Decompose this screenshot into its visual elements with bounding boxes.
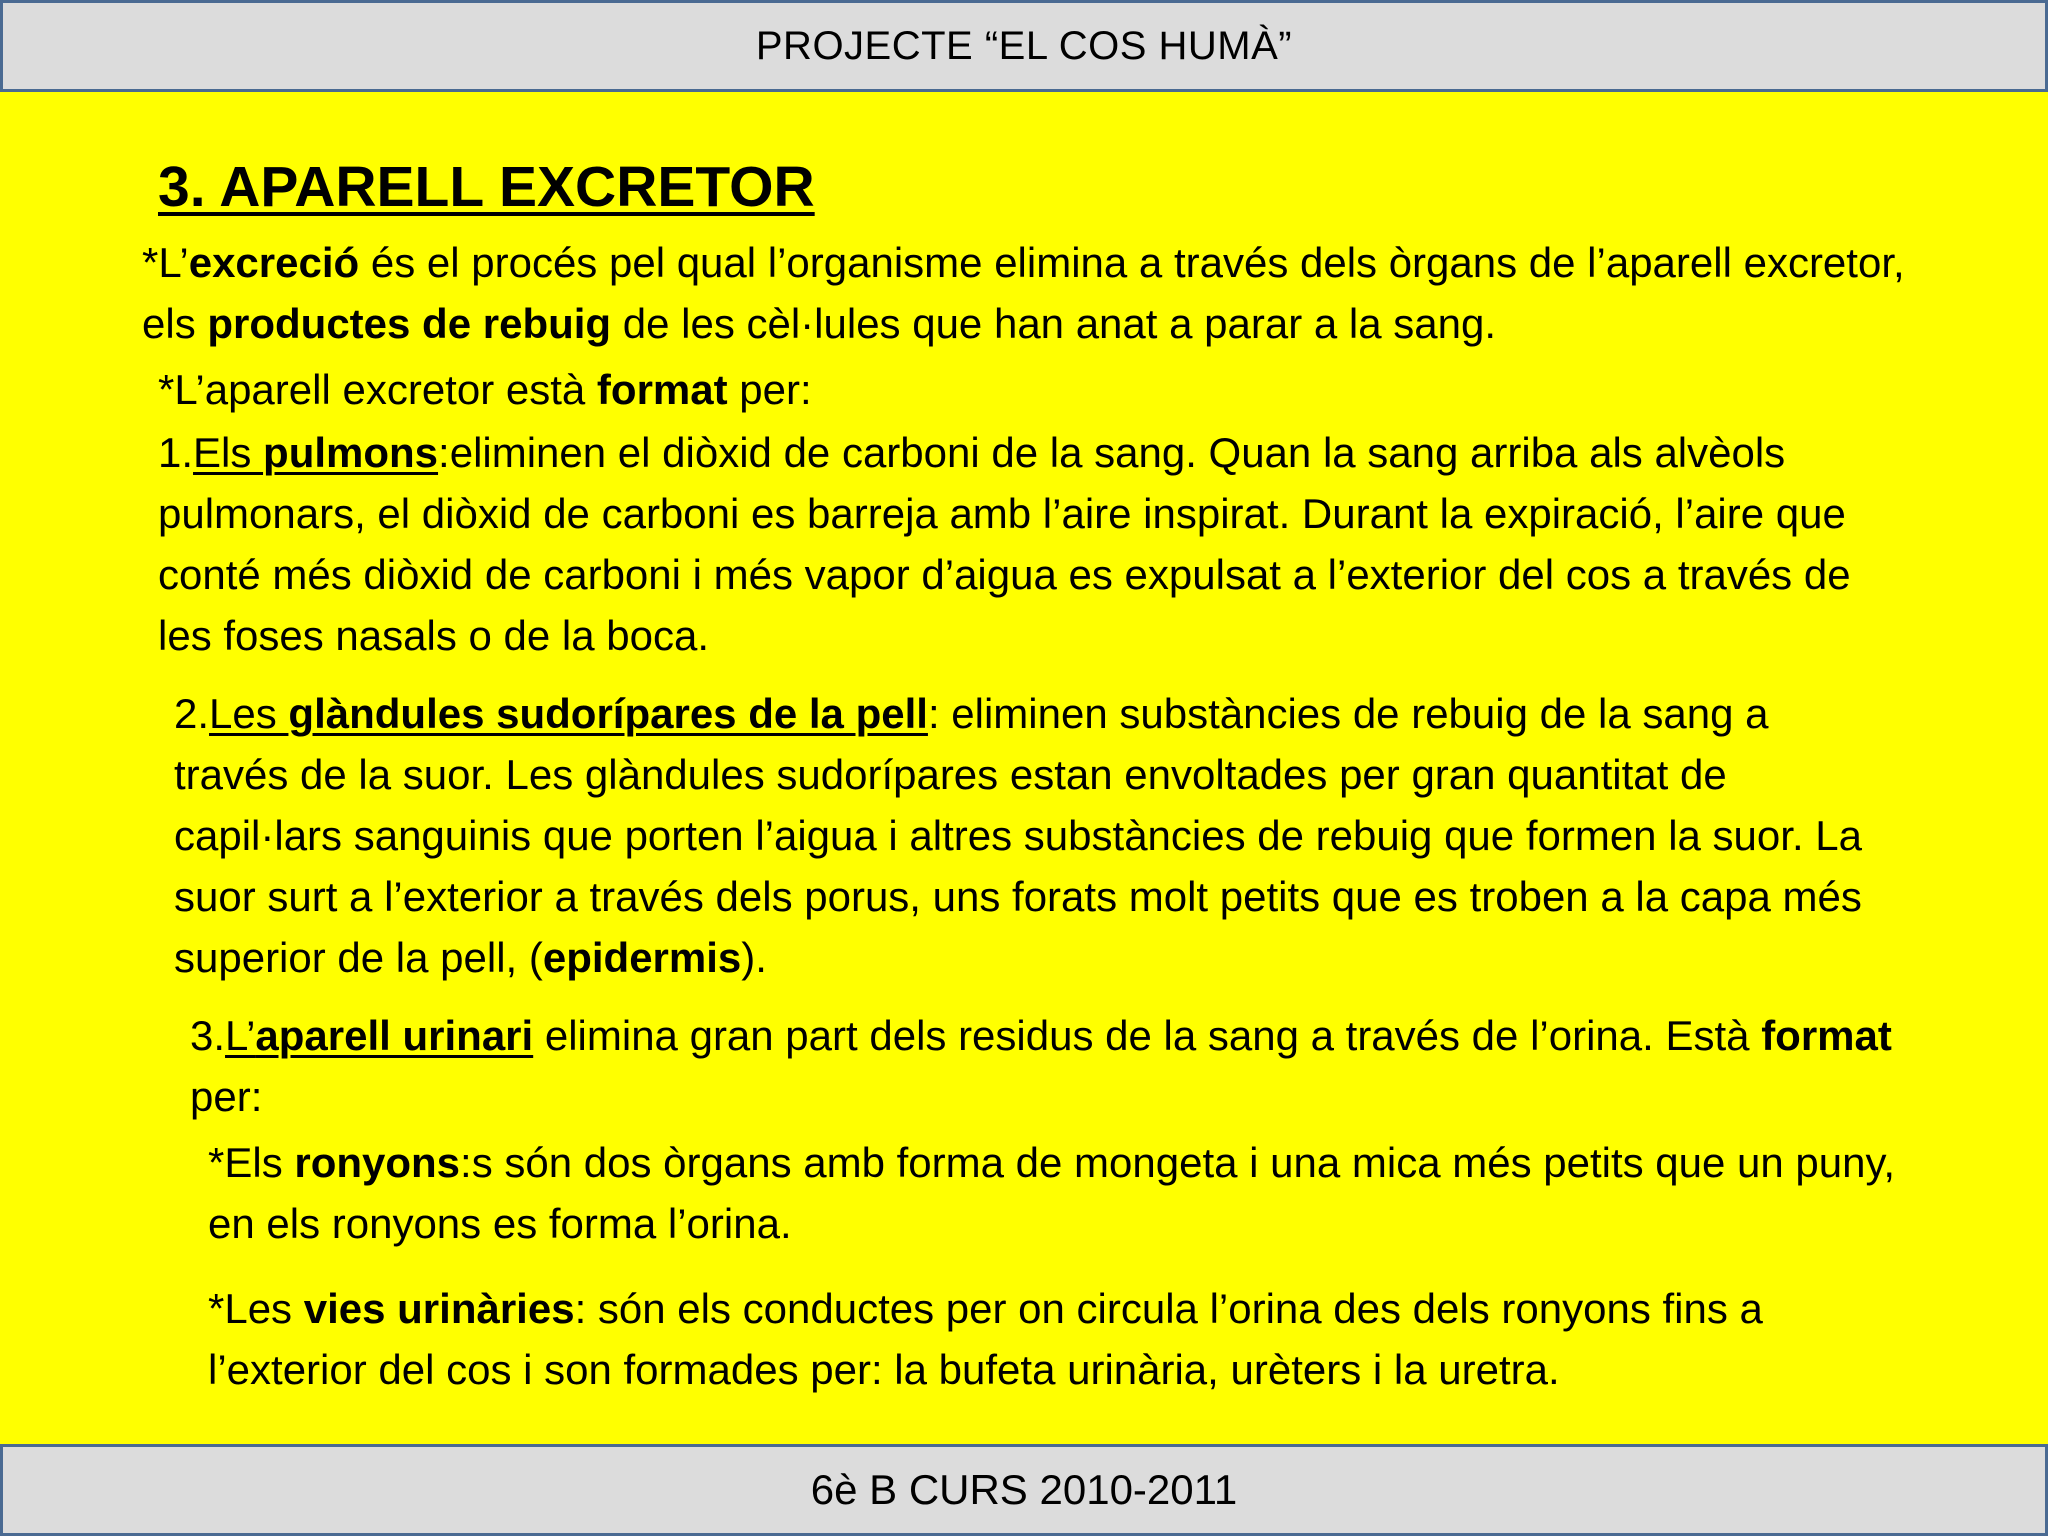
header-bar xyxy=(0,0,2048,92)
item-pulmons xyxy=(158,422,1858,666)
item2-text: : eliminen substàncies de rebuig de la sang a través de la suor. Les glàndules sudorípares estan envoltades per gran quantitat de capil·lars sanguinis que porten l’aigua i altres substàncies de rebuig que formen la suor. La suor surt a l’exterior a través dels porus, uns forats molt petits que es troben a la capa més superior de la pell, ( xyxy=(174,690,1862,981)
item1-heading-bold: pulmons xyxy=(263,429,439,476)
intro-paragraph xyxy=(142,232,1942,354)
item3-bold-format: format xyxy=(1761,1012,1892,1059)
item2-heading xyxy=(209,690,928,737)
item-aparell-urinari xyxy=(190,1005,1910,1127)
format-text-1: *L’aparell excretor està xyxy=(158,366,597,413)
sub2-bold-vies: vies urinàries xyxy=(303,1285,575,1332)
item3-number: 3. xyxy=(190,1012,226,1059)
item3-heading-bold: aparell urinari xyxy=(255,1012,534,1059)
footer-text: 6è B CURS 2010-2011 xyxy=(810,1466,1238,1513)
item2-text-end: ). xyxy=(741,934,767,981)
item-glandules xyxy=(174,683,1894,988)
intro-text-2: és el procés pel qual l’organisme elimina a través dels òrgans de l’aparell excretor, els xyxy=(142,239,1905,347)
intro-bold-productes: productes de rebuig xyxy=(207,300,612,347)
item2-bold-epidermis: epidermis xyxy=(542,934,742,981)
format-text-2: per: xyxy=(727,366,812,413)
sub2-text-2: : són els conductes per on circula l’orina des dels ronyons fins a l’exterior del cos i son formades per: la bufeta urinària, urèters i la uretra. xyxy=(208,1285,1763,1393)
intro-text-1: *L’ xyxy=(142,239,189,286)
item1-heading-prefix: Els xyxy=(193,429,264,476)
intro-bold-excrecio: excreció xyxy=(188,239,360,286)
sub1-text-2: :s són dos òrgans amb forma de mongeta i una mica més petits que un puny, en els ronyons es forma l’orina. xyxy=(208,1139,1896,1247)
footer-bar xyxy=(0,1444,2048,1536)
item2-number: 2. xyxy=(174,690,210,737)
sub1-bold-ronyons: ronyons xyxy=(294,1139,461,1186)
sub2-text-1: *Les xyxy=(208,1285,304,1332)
sub1-text-1: *Els xyxy=(208,1139,295,1186)
sub-vies-urinaries xyxy=(208,1278,1928,1400)
item3-text: elimina gran part dels residus de la sang a través de l’orina. Està xyxy=(533,1012,1762,1059)
format-bold: format xyxy=(596,366,728,413)
page-title: 3. APARELL EXCRETOR xyxy=(158,155,815,219)
item1-text: :eliminen el diòxid de carboni de la sang. Quan la sang arriba als alvèols pulmonars, el diòxid de carboni es barreja amb l’aire inspirat. Durant la expiració, l’aire que conté més diòxid de carboni i més vapor d’aigua es expulsat a l’exterior del cos a través de les foses nasals o de la boca. xyxy=(158,429,1851,659)
intro-text-3: de les cèl·lules que han anat a parar a la sang. xyxy=(611,300,1496,347)
sub-ronyons xyxy=(208,1132,1908,1254)
item3-text-end: per: xyxy=(190,1073,263,1120)
item2-heading-prefix: Les xyxy=(209,690,289,737)
format-line xyxy=(158,359,1938,420)
slide-content xyxy=(0,92,2048,1444)
item1-number: 1. xyxy=(158,429,194,476)
item3-heading-prefix: L’ xyxy=(225,1012,256,1059)
item1-heading xyxy=(193,429,438,476)
item3-heading xyxy=(225,1012,533,1059)
item2-heading-bold: glàndules sudorípares de la pell xyxy=(288,690,928,737)
header-title: PROJECTE “EL COS HUMÀ” xyxy=(755,23,1293,68)
